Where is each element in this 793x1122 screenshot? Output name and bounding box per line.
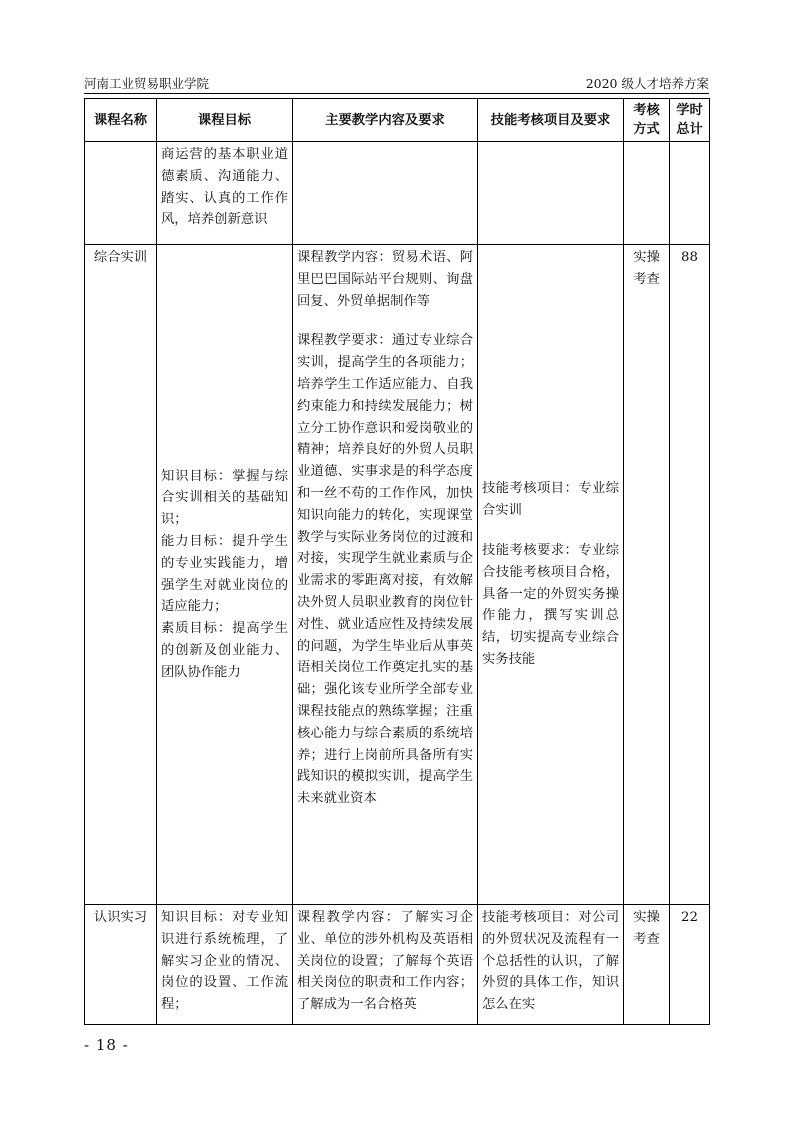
- course-name-cell: 综合实训: [85, 245, 157, 905]
- hours-cell: 88: [670, 245, 710, 905]
- hours-cell: 22: [670, 905, 710, 1025]
- skill-cell: 技能考核项目：对公司的外贸状况及流程有一个总括性的认识，了解外贸的具体工作，知识怎么在实: [478, 905, 624, 1025]
- skill-requirement-paragraph: 技能考核要求：专业综合技能考核项目合格，具备一定的外贸实务操作能力，撰写实训总结，切实提高专业综合实务技能: [482, 542, 619, 667]
- col-header-course-name: 课程名称: [85, 99, 157, 142]
- table-row: [85, 142, 710, 245]
- col-header-assessment-method: 考核 方式: [624, 99, 670, 142]
- skill-cell: [478, 245, 624, 905]
- teaching-content-paragraph: 课程教学内容：贸易术语、阿里巴巴国际站平台规则、询盘回复、外贸单据制作等: [297, 250, 473, 309]
- skill-cell: [478, 142, 624, 245]
- page-number: - 18 -: [84, 1036, 129, 1054]
- course-goal-cell: 知识目标：掌握与综合实训相关的基础知识； 能力目标：提升学生的专业实践能力，增强学生对就业岗位的适应能力； 素质目标：提高学生的创新及创业能力、团队协作能力: [157, 245, 293, 905]
- header-divider: [84, 93, 709, 94]
- course-name-cell: [85, 142, 157, 245]
- skill-item-paragraph: 技能考核项目：专业综合实训: [482, 481, 619, 519]
- col-header-course-goal: 课程目标: [157, 99, 293, 142]
- col-header-content: 主要教学内容及要求: [293, 99, 478, 142]
- method-cell: 实操 考查: [624, 905, 670, 1025]
- course-name-cell: 认识实习: [85, 905, 157, 1025]
- content-cell: 课程教学内容：了解实习企业、单位的涉外机构及英语相关岗位的设置；了解每个英语相关岗位的职责和工作内容；了解成为一名合格英: [293, 905, 478, 1025]
- curriculum-table: [84, 98, 710, 1025]
- course-goal-cell: 商运营的基本职业道德素质、沟通能力、踏实、认真的工作作风，培养创新意识: [157, 142, 293, 245]
- document-header-plan: 2020 级人才培养方案: [585, 76, 709, 91]
- hours-cell: [670, 142, 710, 245]
- content-cell: [293, 142, 478, 245]
- content-cell: [293, 245, 478, 905]
- method-cell: [624, 142, 670, 245]
- col-header-total-hours: 学时 总计: [670, 99, 710, 142]
- table-row: [85, 905, 710, 1025]
- teaching-requirement-paragraph: 课程教学要求：通过专业综合实训，提高学生的各项能力；培养学生工作适应能力、自我约束能力和持续发展能力；树立分工协作意识和爱岗敬业的精神；培养良好的外贸人员职业道德、实事求是的科学态度和一丝不苟的工作作风，加快知识向能力的转化，实现课堂教学与实际业务岗位的过渡和对接，实现学生就业素质与企业需求的零距离对接，有效解决外贸人员职业教育的岗位针对性、就业适应性及持续发展的问题，为学生毕业后从事英语相关岗位工作奠定扎实的基础；强化该专业所学全部专业课程技能点的熟练掌握；注重核心能力与综合素质的系统培养；进行上岗前所具备所有实践知识的模拟实训，提高学生未来就业资本: [297, 333, 473, 807]
- table-header-row: [85, 99, 710, 142]
- course-goal-cell: 知识目标：对专业知识进行系统梳理，了解实习企业的情况、岗位的设置、工作流程；: [157, 905, 293, 1025]
- document-header-school: 河南工业贸易职业学院: [84, 76, 210, 91]
- method-cell: 实操 考查: [624, 245, 670, 905]
- col-header-skill-assessment: 技能考核项目及要求: [478, 99, 624, 142]
- table-row: [85, 245, 710, 905]
